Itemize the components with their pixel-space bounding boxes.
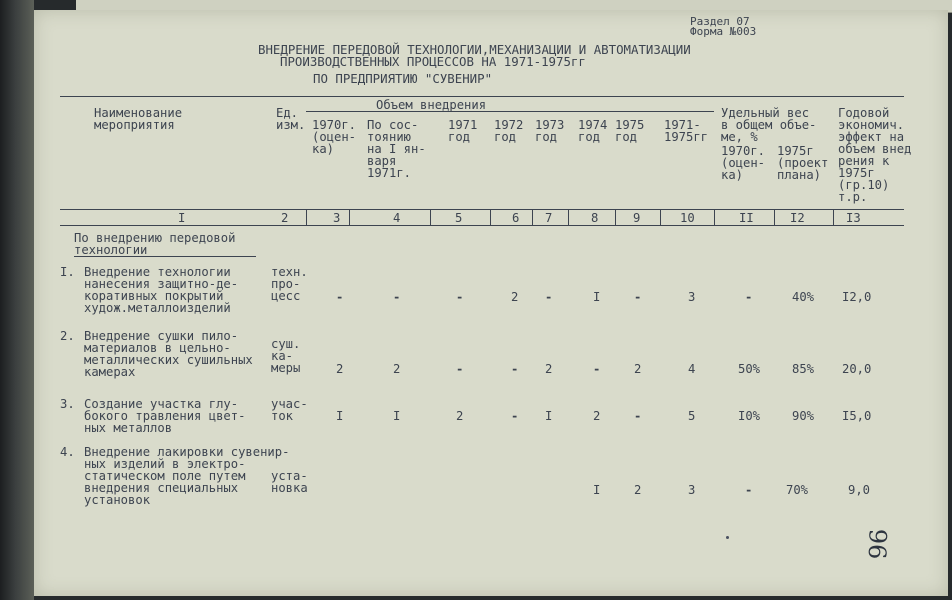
column-divider [615,209,616,225]
column-divider [833,209,834,225]
header-volume-group: Объем внедрения [376,98,487,112]
colnum-13: I3 [846,211,861,225]
row1-unit: техн. про- цесс [271,265,308,303]
colnum-12: I2 [790,211,805,225]
page-title-line2: ПРОИЗВОДСТВЕННЫХ ПРОЦЕССОВ НА 1971-1975гг [280,54,586,69]
header-bottom-rule [60,209,904,210]
row3-c3: I [336,409,344,423]
page-title-line1: ВНЕДРЕНИЕ ПЕРЕДОВОЙ ТЕХНОЛОГИИ,МЕХАНИЗАЦИИ И АВТОМАТИЗАЦИИ [258,42,691,57]
colnum-10: 10 [680,211,695,225]
row1-c6: 2 [511,290,519,304]
section-title-underline [74,256,256,257]
row2-c8: - [593,362,601,376]
row2-name: Внедрение сушки пило- материалов в цельно- металлических сушильных камерах [84,329,253,379]
colnum-6: 6 [512,211,520,225]
header-share-group: Удельный вес в общем объе- ме, % [721,106,817,144]
header-col8: 1974 год [578,118,608,144]
header-col7: 1973 год [535,118,565,144]
row4-c11: - [745,483,753,497]
header-col12: 1975г (проект плана) [777,144,829,182]
row2-number: 2. [60,329,75,343]
row1-c13: I2,0 [842,290,872,304]
header-col9: 1975 год [615,118,645,144]
row3-c11: I0% [738,409,761,423]
row3-c7: I [545,409,553,423]
column-divider [660,209,661,225]
row4-number: 4. [60,445,75,459]
row3-c13: I5,0 [842,409,872,423]
row2-c6: - [511,362,519,376]
row1-c10: 3 [688,290,696,304]
row4-unit: уста- новка [271,469,308,495]
colnum-4: 4 [393,211,401,225]
book-binding [0,0,34,600]
row1-c9: - [634,290,642,304]
header-unit: Ед. изм. [276,106,306,132]
header-name: Наименование мероприятия [94,106,183,132]
row1-c8: I [593,290,601,304]
row3-c9: - [634,409,642,423]
header-col5: 1971 год [448,118,478,144]
column-divider [430,209,431,225]
page-number-annotation: 96 [862,528,892,560]
row3-name: Создание участка глу- бокого травления цвет- ных металлов [84,397,246,435]
row3-c5: 2 [456,409,464,423]
column-divider [349,209,350,225]
row4-c8: I [593,483,601,497]
row1-c5: - [456,290,464,304]
colnum-5: 5 [455,211,463,225]
colnum-9: 9 [633,211,641,225]
row3-number: 3. [60,397,75,411]
row2-c3: 2 [336,362,344,376]
row2-c7: 2 [545,362,553,376]
colnum-8: 8 [591,211,599,225]
column-divider [568,209,569,225]
row4-c13: 9,0 [848,483,871,497]
row3-c8: 2 [593,409,601,423]
colnum-11: II [739,211,754,225]
row1-name: Внедрение технологии нанесения защитно-де- коративных покрытий худож.металлоизделий [84,265,239,315]
row1-c3: - [336,290,344,304]
row4-c10: 3 [688,483,696,497]
paper-speck [726,536,729,539]
table-top-rule [60,96,904,97]
column-divider [774,209,775,225]
row1-c4: - [393,290,401,304]
row2-c12: 85% [792,362,815,376]
header-col4: По сос- тоянию на I ян- варя 1971г. [367,118,426,180]
volume-group-rule [306,111,714,112]
row1-number: I. [60,265,75,279]
colnum-bottom-rule [60,225,904,226]
row1-c11: - [745,290,753,304]
colnum-7: 7 [545,211,553,225]
row2-c10: 4 [688,362,696,376]
row3-c10: 5 [688,409,696,423]
column-divider [714,209,715,225]
row2-c9: 2 [634,362,642,376]
row1-c7: - [545,290,553,304]
row4-c12: 70% [786,483,809,497]
colnum-2: 2 [281,211,289,225]
row2-c5: - [456,362,464,376]
header-col10: 1971- 1975гг [664,118,709,144]
column-divider [306,209,307,225]
row4-c9: 2 [634,483,642,497]
row3-c4: I [393,409,401,423]
colnum-3: 3 [333,211,341,225]
colnum-1: I [178,211,186,225]
row2-c13: 20,0 [842,362,872,376]
row4-name: Внедрение лакировки сувенир- ных изделий в электро- статическом поле путем внедрения специальных установок [84,445,290,507]
header-col6: 1972 год [494,118,524,144]
page-title-line3: ПО ПРЕДПРИЯТИЮ "СУВЕНИР" [313,71,493,86]
header-col11: 1970г. (оцен- ка) [721,144,766,182]
row2-c4: 2 [393,362,401,376]
header-col3: 1970г. (оцен- ка) [312,118,357,156]
form-section-label: Раздел 07 [690,15,750,28]
column-divider [532,209,533,225]
column-divider [490,209,491,225]
form-number-label: Форма №003 [690,25,757,38]
row3-c6: - [511,409,519,423]
row1-c12: 40% [792,290,815,304]
row3-unit: учас- ток [271,397,308,423]
row3-c12: 90% [792,409,815,423]
row2-unit: суш. ка- меры [271,337,301,375]
row2-c11: 50% [738,362,761,376]
section-title: По внедрению передовой технологии [74,231,236,257]
header-col13: Годовой экономич. эффект на объем внед рения к 1975г (гр.10) т.р. [838,106,912,204]
